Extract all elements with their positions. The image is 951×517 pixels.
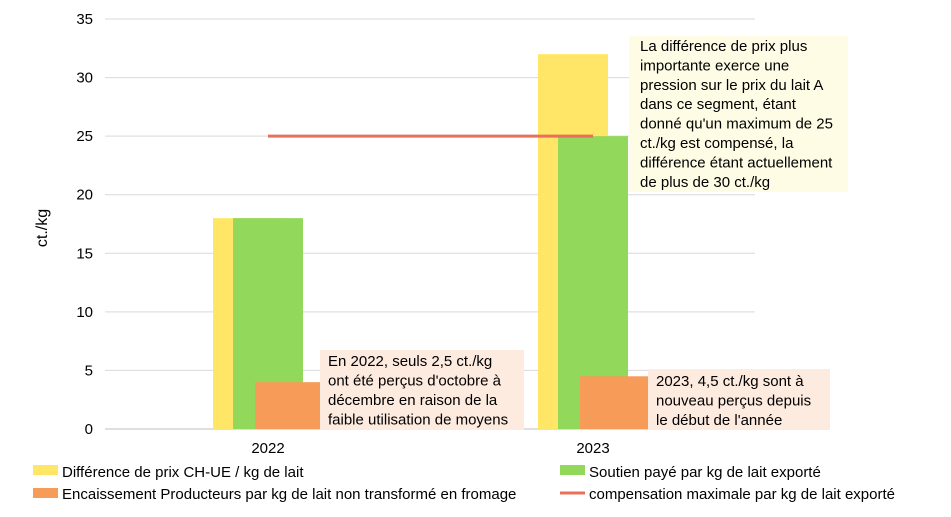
annotation-line: donné qu'un maximum de 25 — [640, 115, 833, 133]
annotation-line: En 2022, seuls 2,5 ct./kg — [328, 353, 493, 370]
y-axis-title: ct./kg — [34, 208, 51, 248]
y-tick-label: 25 — [76, 128, 93, 146]
x-tick-label: 2022 — [251, 440, 285, 457]
y-tick-label: 20 — [76, 186, 93, 204]
y-tick-label: 15 — [76, 245, 93, 263]
annotation-note-2022 — [320, 350, 524, 430]
annotation-line: faible utilisation de moyens — [328, 411, 509, 429]
annotation-note-2023-top — [629, 36, 848, 192]
y-tick-label: 35 — [76, 11, 93, 28]
legend-label: Encaissement Producteurs par kg de lait non transformé en fromage — [62, 486, 517, 503]
legend-label: compensation maximale par kg de lait exporté — [589, 486, 895, 503]
legend — [33, 464, 895, 503]
legend-label: Différence de prix CH-UE / kg de lait — [62, 464, 304, 481]
annotation-line: importante exerce une — [640, 57, 790, 75]
annotation-line: ont été perçus d'octobre à — [328, 372, 501, 390]
y-tick-label: 0 — [84, 421, 93, 438]
annotation-line: pression sur le prix du lait A — [640, 76, 824, 94]
legend-swatch — [560, 465, 585, 475]
annotation-line: ct./kg est compensé, la — [640, 135, 794, 152]
y-tick-label: 5 — [84, 362, 93, 380]
x-tick-label: 2023 — [576, 440, 610, 457]
annotation-line: différence étant actuellement — [640, 154, 833, 172]
annotation-line: La différence de prix plus — [640, 38, 808, 55]
annotation-line: de plus de 30 ct./kg — [640, 173, 771, 191]
producer-levy-bar-2022 — [255, 382, 325, 429]
legend-support-paid — [560, 464, 821, 481]
legend-swatch — [33, 488, 58, 498]
annotation-line: le début de l'année — [656, 412, 783, 429]
y-tick-label: 30 — [76, 69, 93, 87]
producer-levy-bar-2023 — [580, 376, 650, 429]
annotation-line: dans ce segment, étant — [640, 96, 796, 114]
legend-swatch — [33, 465, 58, 475]
legend-compensation-max — [560, 486, 895, 503]
annotation-line: nouveau perçus depuis — [656, 392, 812, 410]
annotation-line: décembre en raison de la — [328, 392, 498, 409]
annotation-line: 2023, 4,5 ct./kg sont à — [656, 373, 804, 390]
y-tick-label: 10 — [76, 303, 93, 321]
x-axis-ticks — [251, 440, 609, 457]
legend-label: Soutien payé par kg de lait exporté — [589, 464, 821, 481]
y-axis-ticks — [76, 11, 93, 438]
annotation-note-2023-bottom — [648, 369, 830, 430]
legend-producer-levy — [33, 486, 516, 503]
legend-price-difference — [33, 464, 304, 481]
